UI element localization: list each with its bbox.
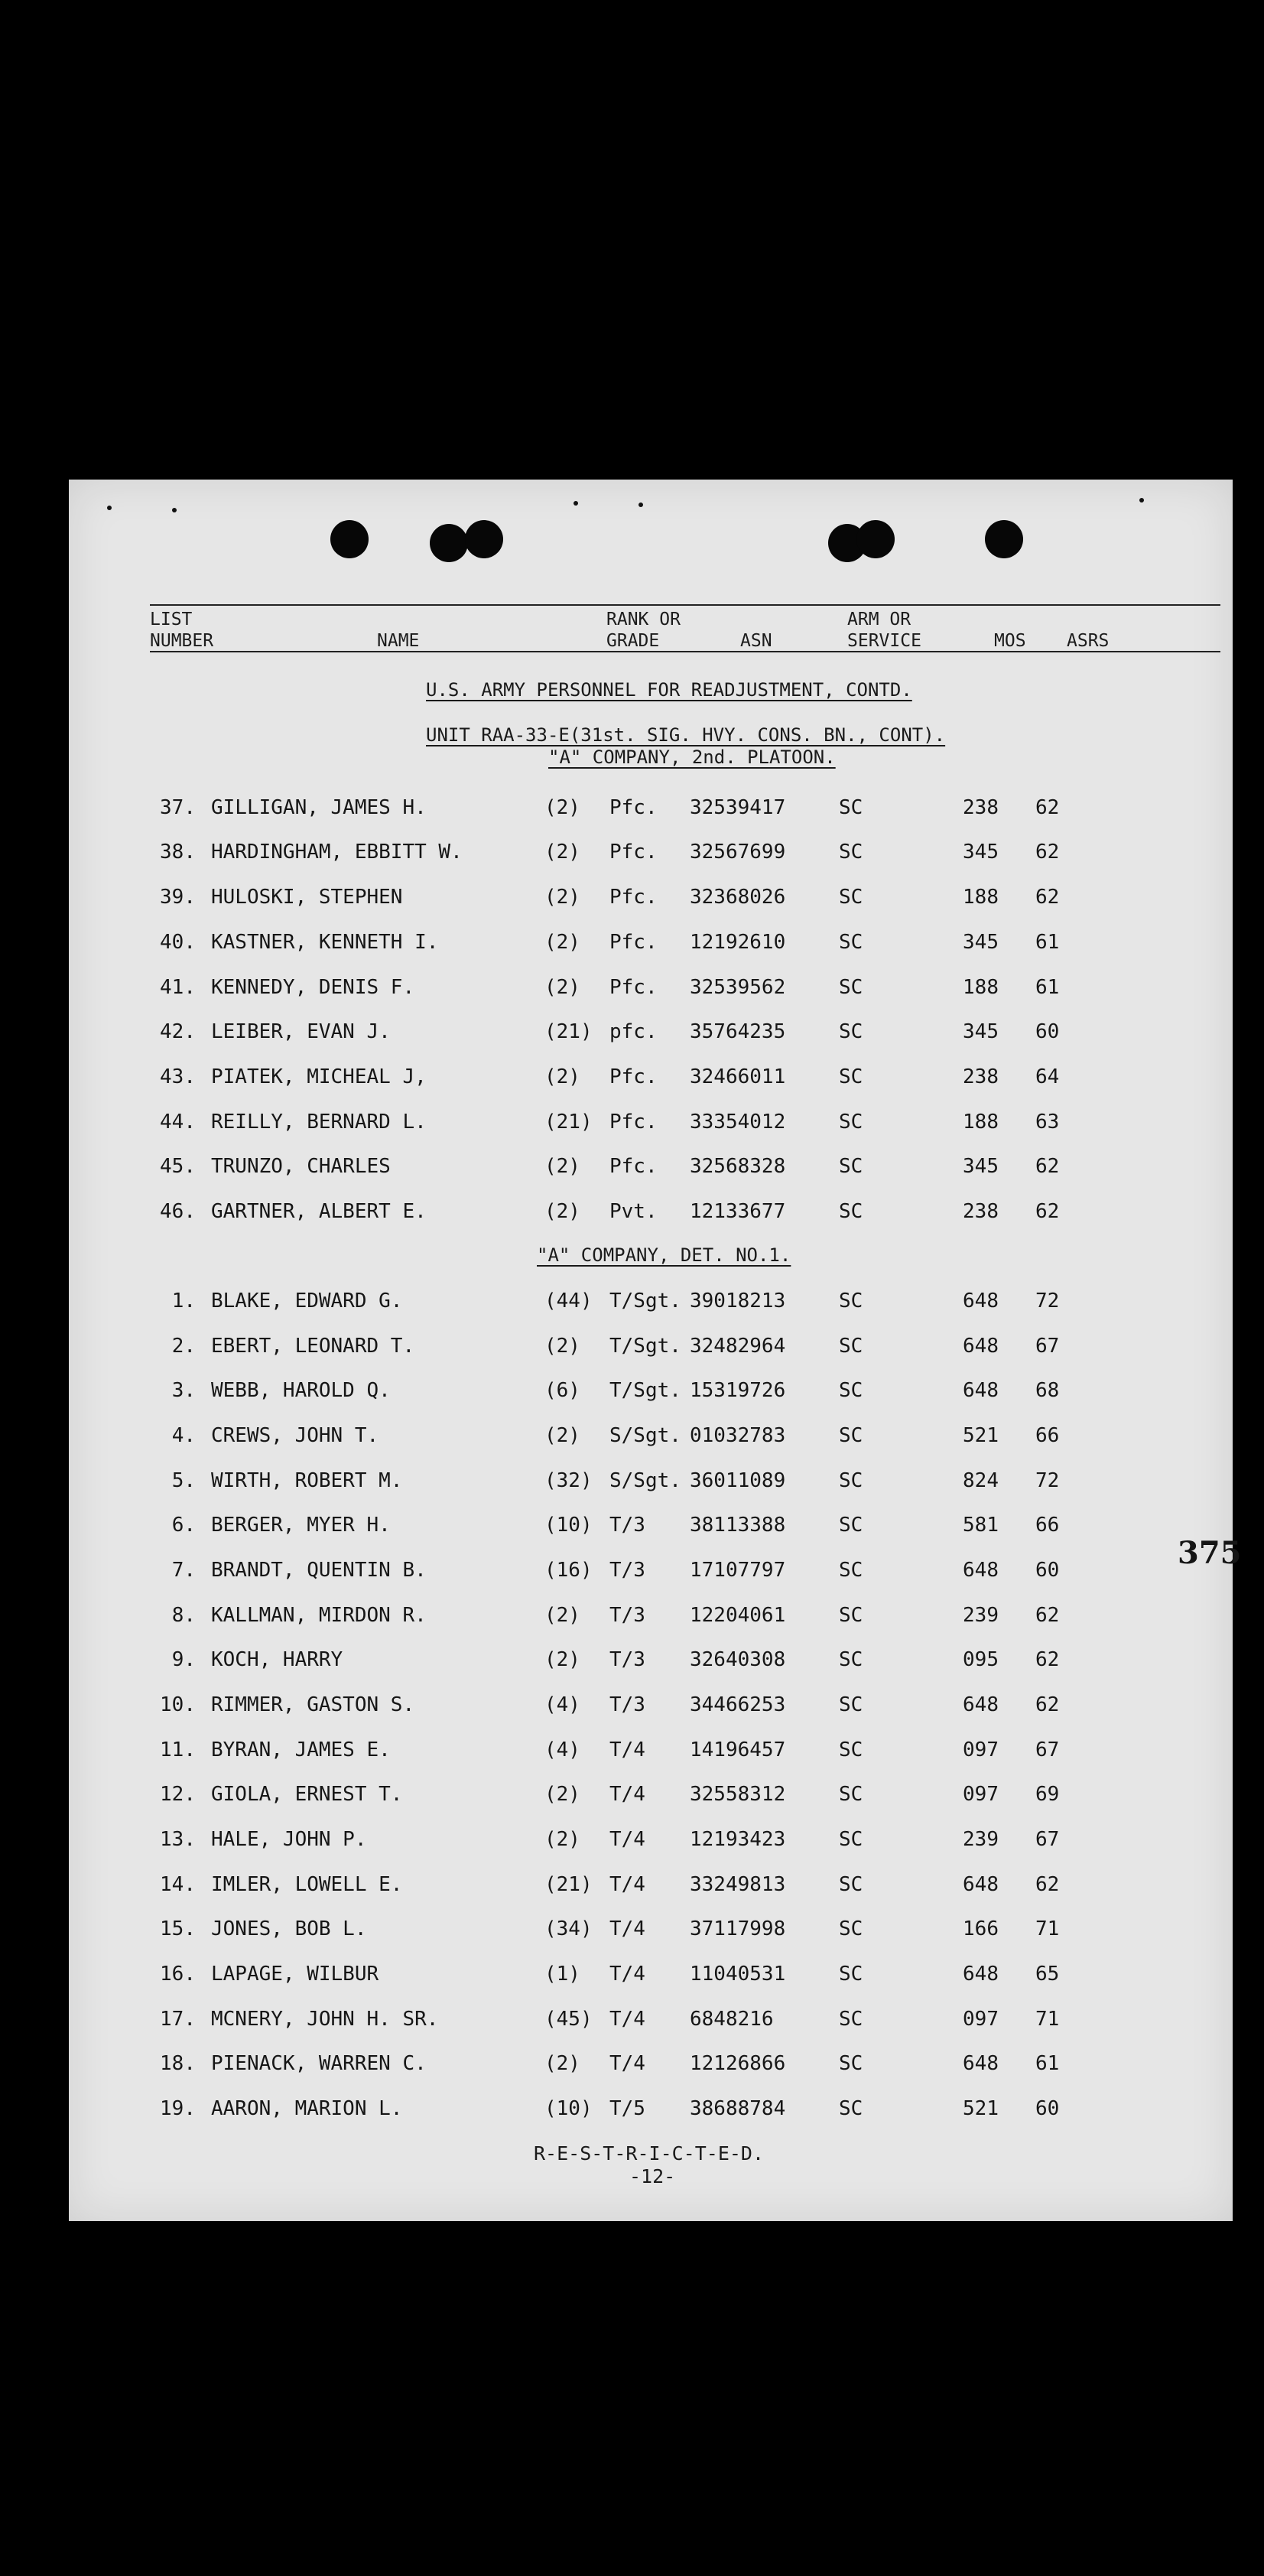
row-asrs: 63 xyxy=(1035,1111,1060,1134)
row-number: 45. xyxy=(160,1155,196,1178)
header-bottom-rule xyxy=(150,651,1220,652)
footer-page-number: -12- xyxy=(629,2165,676,2187)
row-code: (2) xyxy=(544,1648,580,1671)
row-mos: 097 xyxy=(963,1783,999,1806)
row-asrs: 62 xyxy=(1035,1693,1060,1716)
row-arm: SC xyxy=(839,1693,863,1716)
row-rank: T/4 xyxy=(609,2008,645,2031)
row-number: 40. xyxy=(160,931,196,954)
roster-row xyxy=(69,1379,1233,1410)
row-code: (2) xyxy=(544,1783,580,1806)
punch-hole xyxy=(856,520,895,558)
row-asn: 12192610 xyxy=(690,931,786,954)
punch-hole xyxy=(985,520,1023,558)
row-number: 43. xyxy=(160,1065,196,1088)
row-rank: Pvt. xyxy=(609,1200,658,1223)
row-number: 37. xyxy=(160,796,196,819)
row-mos: 097 xyxy=(963,2008,999,2031)
row-arm: SC xyxy=(839,1155,863,1178)
header-grade-label: GRADE xyxy=(606,631,660,651)
row-asrs: 61 xyxy=(1035,2052,1060,2075)
row-rank: Pfc. xyxy=(609,931,658,954)
header-asrs: ASRS xyxy=(1067,631,1110,651)
row-rank: T/3 xyxy=(609,1559,645,1582)
row-mos: 521 xyxy=(963,1424,999,1447)
row-number: 11. xyxy=(160,1738,196,1761)
row-arm: SC xyxy=(839,1424,863,1447)
header-list-number xyxy=(150,609,213,652)
roster-row xyxy=(69,1738,1233,1769)
row-number: 7. xyxy=(171,1559,196,1582)
row-rank: T/3 xyxy=(609,1514,645,1537)
row-number: 2. xyxy=(171,1335,196,1358)
row-rank: T/4 xyxy=(609,1917,645,1940)
row-rank: T/5 xyxy=(609,2097,645,2120)
row-name: HALE, JOHN P. xyxy=(211,1828,367,1851)
row-arm: SC xyxy=(839,1559,863,1582)
row-rank: T/4 xyxy=(609,1738,645,1761)
row-rank: Pfc. xyxy=(609,1111,658,1134)
paper-speck xyxy=(172,508,177,512)
row-mos: 188 xyxy=(963,976,999,999)
margin-page-number: 375 xyxy=(1178,1535,1242,1571)
row-rank: T/3 xyxy=(609,1693,645,1716)
row-number: 38. xyxy=(160,841,196,864)
row-asrs: 61 xyxy=(1035,931,1060,954)
row-asrs: 66 xyxy=(1035,1424,1060,1447)
row-number: 10. xyxy=(160,1693,196,1716)
row-rank: Pfc. xyxy=(609,976,658,999)
row-number: 3. xyxy=(171,1379,196,1402)
row-rank: T/Sgt. xyxy=(609,1290,681,1312)
row-mos: 345 xyxy=(963,841,999,864)
roster-row xyxy=(69,886,1233,916)
row-asrs: 62 xyxy=(1035,886,1060,909)
row-code: (2) xyxy=(544,1200,580,1223)
row-mos: 239 xyxy=(963,1604,999,1627)
row-name: KOCH, HARRY xyxy=(211,1648,343,1671)
row-number: 16. xyxy=(160,1963,196,1986)
row-mos: 345 xyxy=(963,1020,999,1043)
row-rank: Pfc. xyxy=(609,886,658,909)
row-asn: 01032783 xyxy=(690,1424,786,1447)
row-rank: T/4 xyxy=(609,1783,645,1806)
row-asrs: 66 xyxy=(1035,1514,1060,1537)
document-sheet xyxy=(69,480,1242,2221)
row-asrs: 62 xyxy=(1035,1604,1060,1627)
row-asn: 12193423 xyxy=(690,1828,786,1851)
row-rank: T/4 xyxy=(609,1828,645,1851)
row-asrs: 72 xyxy=(1035,1469,1060,1492)
row-asn: 33249813 xyxy=(690,1873,786,1896)
row-asn: 32466011 xyxy=(690,1065,786,1088)
row-mos: 239 xyxy=(963,1828,999,1851)
row-code: (21) xyxy=(544,1020,593,1043)
row-number: 14. xyxy=(160,1873,196,1896)
row-name: WIRTH, ROBERT M. xyxy=(211,1469,403,1492)
row-code: (2) xyxy=(544,1604,580,1627)
row-asrs: 67 xyxy=(1035,1738,1060,1761)
row-arm: SC xyxy=(839,976,863,999)
row-arm: SC xyxy=(839,1290,863,1312)
row-code: (6) xyxy=(544,1379,580,1402)
row-asn: 32558312 xyxy=(690,1783,786,1806)
roster-row xyxy=(69,1604,1233,1634)
row-arm: SC xyxy=(839,1828,863,1851)
row-code: (1) xyxy=(544,1963,580,1986)
row-code: (21) xyxy=(544,1873,593,1896)
row-asn: 32539417 xyxy=(690,796,786,819)
row-rank: Pfc. xyxy=(609,1155,658,1178)
roster-row xyxy=(69,2008,1233,2038)
row-arm: SC xyxy=(839,1065,863,1088)
roster-row xyxy=(69,1065,1233,1096)
row-name: PIATEK, MICHEAL J, xyxy=(211,1065,427,1088)
row-mos: 238 xyxy=(963,796,999,819)
row-number: 9. xyxy=(171,1648,196,1671)
row-rank: T/4 xyxy=(609,1963,645,1986)
roster-row xyxy=(69,1424,1233,1455)
row-asn: 36011089 xyxy=(690,1469,786,1492)
row-name: MCNERY, JOHN H. SR. xyxy=(211,2008,439,2031)
row-asrs: 67 xyxy=(1035,1828,1060,1851)
row-asn: 12204061 xyxy=(690,1604,786,1627)
roster-row xyxy=(69,1200,1233,1231)
row-name: LEIBER, EVAN J. xyxy=(211,1020,391,1043)
row-asn: 33354012 xyxy=(690,1111,786,1134)
row-asn: 34466253 xyxy=(690,1693,786,1716)
paper-speck xyxy=(1139,498,1144,503)
row-arm: SC xyxy=(839,1873,863,1896)
row-mos: 097 xyxy=(963,1738,999,1761)
row-code: (2) xyxy=(544,976,580,999)
roster-row xyxy=(69,796,1233,827)
row-code: (2) xyxy=(544,796,580,819)
roster-row xyxy=(69,1469,1233,1500)
row-rank: Pfc. xyxy=(609,796,658,819)
roster-row xyxy=(69,1290,1233,1320)
roster-row xyxy=(69,1783,1233,1813)
header-rank-label: RANK OR xyxy=(606,610,681,629)
row-asn: 32368026 xyxy=(690,886,786,909)
row-code: (4) xyxy=(544,1693,580,1716)
row-name: WEBB, HAROLD Q. xyxy=(211,1379,391,1402)
row-number: 15. xyxy=(160,1917,196,1940)
row-mos: 188 xyxy=(963,1111,999,1134)
row-name: BLAKE, EDWARD G. xyxy=(211,1290,403,1312)
row-name: PIENACK, WARREN C. xyxy=(211,2052,427,2075)
row-mos: 166 xyxy=(963,1917,999,1940)
row-code: (2) xyxy=(544,1155,580,1178)
roster-row xyxy=(69,1648,1233,1679)
row-arm: SC xyxy=(839,1200,863,1223)
row-code: (44) xyxy=(544,1290,593,1312)
row-rank: S/Sgt. xyxy=(609,1469,681,1492)
title-unit: UNIT RAA-33-E(31st. SIG. HVY. CONS. BN., CONT). xyxy=(426,724,946,746)
row-number: 39. xyxy=(160,886,196,909)
row-arm: SC xyxy=(839,1917,863,1940)
row-mos: 824 xyxy=(963,1469,999,1492)
row-name: GIOLA, ERNEST T. xyxy=(211,1783,403,1806)
row-code: (2) xyxy=(544,931,580,954)
row-rank: T/4 xyxy=(609,2052,645,2075)
header-mos: MOS xyxy=(994,631,1026,651)
row-number: 18. xyxy=(160,2052,196,2075)
roster-row xyxy=(69,1873,1233,1904)
row-asn: 15319726 xyxy=(690,1379,786,1402)
row-asrs: 61 xyxy=(1035,976,1060,999)
row-mos: 345 xyxy=(963,931,999,954)
row-asn: 17107797 xyxy=(690,1559,786,1582)
roster-row xyxy=(69,1963,1233,1993)
row-arm: SC xyxy=(839,796,863,819)
row-mos: 648 xyxy=(963,1559,999,1582)
header-arm-label: ARM OR xyxy=(847,610,911,629)
row-name: IMLER, LOWELL E. xyxy=(211,1873,403,1896)
row-arm: SC xyxy=(839,2008,863,2031)
row-mos: 238 xyxy=(963,1200,999,1223)
row-number: 42. xyxy=(160,1020,196,1043)
header-top-rule xyxy=(150,604,1220,606)
row-number: 5. xyxy=(171,1469,196,1492)
row-asrs: 62 xyxy=(1035,796,1060,819)
row-asrs: 62 xyxy=(1035,1648,1060,1671)
row-code: (2) xyxy=(544,1335,580,1358)
row-code: (2) xyxy=(544,1828,580,1851)
row-rank: T/4 xyxy=(609,1873,645,1896)
paper-speck xyxy=(107,506,112,510)
row-name: HARDINGHAM, EBBITT W. xyxy=(211,841,463,864)
row-asn: 38113388 xyxy=(690,1514,786,1537)
row-code: (45) xyxy=(544,2008,593,2031)
row-name: TRUNZO, CHARLES xyxy=(211,1155,391,1178)
row-number: 17. xyxy=(160,2008,196,2031)
row-asn: 37117998 xyxy=(690,1917,786,1940)
row-code: (10) xyxy=(544,1514,593,1537)
row-asn: 38688784 xyxy=(690,2097,786,2120)
row-code: (2) xyxy=(544,886,580,909)
row-arm: SC xyxy=(839,2052,863,2075)
punch-hole xyxy=(330,520,369,558)
row-asrs: 60 xyxy=(1035,2097,1060,2120)
row-rank: Pfc. xyxy=(609,841,658,864)
title-personnel: U.S. ARMY PERSONNEL FOR READJUSTMENT, CONTD. xyxy=(426,679,912,701)
header-list-label: LIST xyxy=(150,610,193,629)
row-arm: SC xyxy=(839,1111,863,1134)
row-rank: T/Sgt. xyxy=(609,1335,681,1358)
row-mos: 581 xyxy=(963,1514,999,1537)
row-number: 44. xyxy=(160,1111,196,1134)
row-number: 6. xyxy=(171,1514,196,1537)
row-name: BRANDT, QUENTIN B. xyxy=(211,1559,427,1582)
row-asn: 32539562 xyxy=(690,976,786,999)
row-mos: 648 xyxy=(963,2052,999,2075)
row-name: JONES, BOB L. xyxy=(211,1917,367,1940)
row-rank: T/3 xyxy=(609,1604,645,1627)
punch-hole xyxy=(465,520,503,558)
header-asn: ASN xyxy=(740,631,772,651)
row-mos: 238 xyxy=(963,1065,999,1088)
row-asrs: 71 xyxy=(1035,1917,1060,1940)
header-number-label: NUMBER xyxy=(150,631,214,651)
header-rank-grade xyxy=(606,609,681,652)
row-number: 12. xyxy=(160,1783,196,1806)
row-arm: SC xyxy=(839,1738,863,1761)
row-number: 13. xyxy=(160,1828,196,1851)
row-mos: 521 xyxy=(963,2097,999,2120)
row-code: (2) xyxy=(544,1065,580,1088)
row-asrs: 68 xyxy=(1035,1379,1060,1402)
roster-row xyxy=(69,1020,1233,1051)
row-number: 4. xyxy=(171,1424,196,1447)
row-code: (4) xyxy=(544,1738,580,1761)
row-arm: SC xyxy=(839,1783,863,1806)
row-asn: 32567699 xyxy=(690,841,786,864)
roster-row xyxy=(69,931,1233,961)
row-asrs: 62 xyxy=(1035,1873,1060,1896)
roster-row xyxy=(69,976,1233,1007)
row-asn: 12133677 xyxy=(690,1200,786,1223)
roster-row xyxy=(69,1111,1233,1141)
row-name: BYRAN, JAMES E. xyxy=(211,1738,391,1761)
roster-row xyxy=(69,1559,1233,1589)
row-code: (34) xyxy=(544,1917,593,1940)
row-mos: 648 xyxy=(963,1963,999,1986)
row-asn: 32568328 xyxy=(690,1155,786,1178)
footer-restricted: R-E-S-T-R-I-C-T-E-D. xyxy=(534,2142,765,2165)
row-asn: 12126866 xyxy=(690,2052,786,2075)
roster-row xyxy=(69,1693,1233,1724)
row-mos: 095 xyxy=(963,1648,999,1671)
row-asn: 32640308 xyxy=(690,1648,786,1671)
row-name: KASTNER, KENNETH I. xyxy=(211,931,439,954)
row-name: HULOSKI, STEPHEN xyxy=(211,886,403,909)
row-name: REILLY, BERNARD L. xyxy=(211,1111,427,1134)
row-name: GILLIGAN, JAMES H. xyxy=(211,796,427,819)
row-number: 19. xyxy=(160,2097,196,2120)
row-mos: 188 xyxy=(963,886,999,909)
row-rank: T/Sgt. xyxy=(609,1379,681,1402)
row-mos: 648 xyxy=(963,1379,999,1402)
punch-hole xyxy=(430,524,468,562)
row-code: (2) xyxy=(544,841,580,864)
roster-row xyxy=(69,2052,1233,2083)
row-asrs: 72 xyxy=(1035,1290,1060,1312)
row-name: EBERT, LEONARD T. xyxy=(211,1335,415,1358)
row-asrs: 62 xyxy=(1035,1200,1060,1223)
row-asrs: 69 xyxy=(1035,1783,1060,1806)
row-mos: 648 xyxy=(963,1873,999,1896)
roster-row xyxy=(69,2097,1233,2128)
header-service-label: SERVICE xyxy=(847,631,921,651)
row-asn: 35764235 xyxy=(690,1020,786,1043)
row-name: LAPAGE, WILBUR xyxy=(211,1963,379,1986)
row-arm: SC xyxy=(839,2097,863,2120)
row-name: GARTNER, ALBERT E. xyxy=(211,1200,427,1223)
row-number: 46. xyxy=(160,1200,196,1223)
row-arm: SC xyxy=(839,1020,863,1043)
row-code: (16) xyxy=(544,1559,593,1582)
row-mos: 648 xyxy=(963,1290,999,1312)
paper-speck xyxy=(638,503,643,507)
row-arm: SC xyxy=(839,1648,863,1671)
row-mos: 648 xyxy=(963,1693,999,1716)
row-asrs: 62 xyxy=(1035,1155,1060,1178)
row-asrs: 62 xyxy=(1035,841,1060,864)
row-asn: 14196457 xyxy=(690,1738,786,1761)
row-mos: 345 xyxy=(963,1155,999,1178)
roster-row xyxy=(69,1828,1233,1859)
row-asrs: 60 xyxy=(1035,1020,1060,1043)
row-arm: SC xyxy=(839,1963,863,1986)
row-rank: Pfc. xyxy=(609,1065,658,1088)
row-asrs: 71 xyxy=(1035,2008,1060,2031)
paper-speck xyxy=(574,501,578,506)
row-code: (10) xyxy=(544,2097,593,2120)
row-arm: SC xyxy=(839,1604,863,1627)
row-name: RIMMER, GASTON S. xyxy=(211,1693,415,1716)
row-asrs: 67 xyxy=(1035,1335,1060,1358)
row-asrs: 60 xyxy=(1035,1559,1060,1582)
header-name: NAME xyxy=(377,631,420,651)
roster-row xyxy=(69,1917,1233,1948)
row-asn: 32482964 xyxy=(690,1335,786,1358)
roster-row xyxy=(69,1514,1233,1544)
row-arm: SC xyxy=(839,886,863,909)
row-number: 8. xyxy=(171,1604,196,1627)
row-number: 41. xyxy=(160,976,196,999)
row-name: CREWS, JOHN T. xyxy=(211,1424,379,1447)
row-name: BERGER, MYER H. xyxy=(211,1514,391,1537)
row-rank: pfc. xyxy=(609,1020,658,1043)
row-rank: T/3 xyxy=(609,1648,645,1671)
row-arm: SC xyxy=(839,1379,863,1402)
row-arm: SC xyxy=(839,1514,863,1537)
row-asn: 6848216 xyxy=(690,2008,774,2031)
row-number: 1. xyxy=(171,1290,196,1312)
row-code: (21) xyxy=(544,1111,593,1134)
row-mos: 648 xyxy=(963,1335,999,1358)
title-company-platoon: "A" COMPANY, 2nd. PLATOON. xyxy=(548,746,836,768)
row-arm: SC xyxy=(839,841,863,864)
row-arm: SC xyxy=(839,1335,863,1358)
row-rank: S/Sgt. xyxy=(609,1424,681,1447)
row-name: KALLMAN, MIRDON R. xyxy=(211,1604,427,1627)
header-arm-service xyxy=(847,609,921,652)
roster-row xyxy=(69,1335,1233,1365)
row-name: AARON, MARION L. xyxy=(211,2097,403,2120)
section-title-detachment: "A" COMPANY, DET. NO.1. xyxy=(537,1244,791,1266)
row-arm: SC xyxy=(839,931,863,954)
row-code: (2) xyxy=(544,1424,580,1447)
row-code: (2) xyxy=(544,2052,580,2075)
row-name: KENNEDY, DENIS F. xyxy=(211,976,415,999)
row-asrs: 65 xyxy=(1035,1963,1060,1986)
row-arm: SC xyxy=(839,1469,863,1492)
roster-row xyxy=(69,841,1233,871)
roster-row xyxy=(69,1155,1233,1186)
row-code: (32) xyxy=(544,1469,593,1492)
row-asrs: 64 xyxy=(1035,1065,1060,1088)
row-asn: 39018213 xyxy=(690,1290,786,1312)
row-asn: 11040531 xyxy=(690,1963,786,1986)
